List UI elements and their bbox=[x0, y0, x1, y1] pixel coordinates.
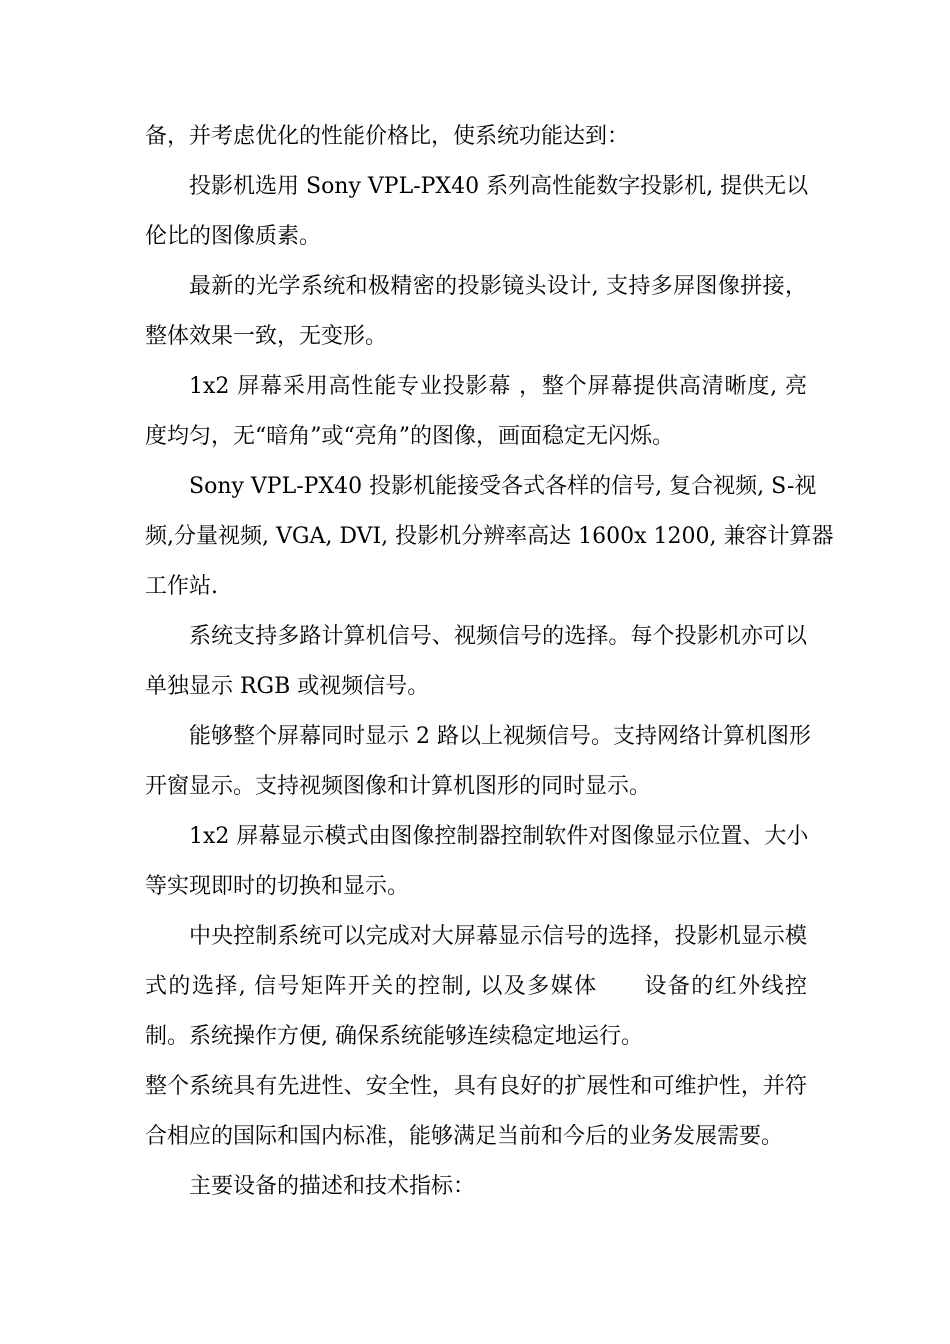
text-line-20: 整个系统具有先进性、安全性，具有良好的扩展性和可维护性，并符 bbox=[145, 1074, 807, 1099]
text-line-2: 投影机选用 Sony VPL-PX40 系列高性能数字投影机, 提供无以 bbox=[189, 174, 809, 199]
text-line-5: 整体效果一致，无变形。 bbox=[145, 324, 388, 349]
text-line-16: 等实现即时的切换和显示。 bbox=[145, 874, 410, 899]
text-line-7: 度均匀，无“暗角”或“亮角”的图像，画面稳定无闪烁。 bbox=[145, 424, 674, 449]
text-line-11: 系统支持多路计算机信号、视频信号的选择。每个投影机亦可以 bbox=[189, 624, 807, 649]
text-line-10: 工作站. bbox=[145, 574, 218, 599]
text-line-1: 备，并考虑优化的性能价格比，使系统功能达到： bbox=[145, 124, 630, 149]
text-line-14: 开窗显示。支持视频图像和计算机图形的同时显示。 bbox=[145, 774, 652, 799]
text-line-8: Sony VPL-PX40 投影机能接受各式各样的信号, 复合视频, S-视 bbox=[189, 474, 817, 499]
text-line-3: 伦比的图像质素。 bbox=[145, 224, 322, 249]
text-line-12: 单独显示 RGB 或视频信号。 bbox=[145, 674, 430, 699]
text-line-17: 中央控制系统可以完成对大屏幕显示信号的选择，投影机显示模 bbox=[189, 924, 807, 949]
text-line-15: 1x2 屏幕显示模式由图像控制器控制软件对图像显示位置、大小 bbox=[189, 824, 809, 849]
text-line-4: 最新的光学系统和极精密的投影镜头设计, 支持多屏图像拼接， bbox=[189, 274, 807, 299]
text-line-22: 主要设备的描述和技术指标： bbox=[189, 1174, 476, 1199]
text-line-19: 制。系统操作方便, 确保系统能够连续稳定地运行。 bbox=[145, 1024, 643, 1049]
text-line-13: 能够整个屏幕同时显示 2 路以上视频信号。支持网络计算机图形 bbox=[189, 724, 811, 749]
text-line-6: 1x2 屏幕采用高性能专业投影幕 ，整个屏幕提供高清晰度, 亮 bbox=[189, 374, 807, 399]
text-line-21: 合相应的国际和国内标准，能够满足当前和今后的业务发展需要。 bbox=[145, 1124, 784, 1149]
text-line-18: 式的选择, 信号矩阵开关的控制, 以及多媒体 设备的红外线控 bbox=[145, 974, 807, 999]
text-line-9: 频,分量视频, VGA, DVI, 投影机分辨率高达 1600x 1200, 兼容计算器 bbox=[145, 524, 834, 549]
